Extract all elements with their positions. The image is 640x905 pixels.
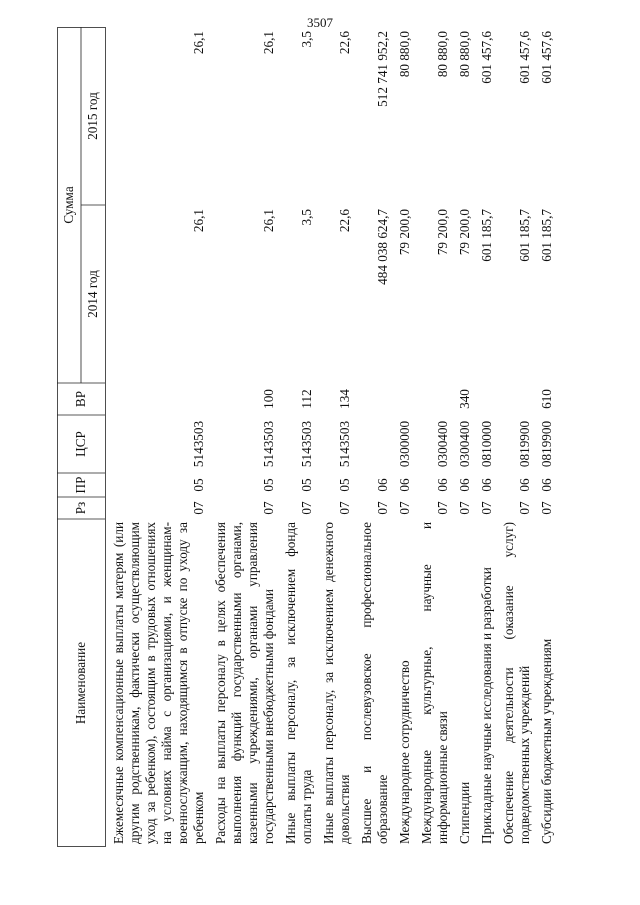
row-rz: 07 — [299, 501, 314, 515]
row-value-2014: 484 038 624,7 — [375, 209, 390, 285]
row-rz: 07 — [539, 501, 554, 515]
row-csr: 5143503 — [337, 420, 352, 468]
row-vr: 134 — [337, 389, 352, 409]
row-rz: 07 — [479, 501, 494, 515]
table-row — [539, 27, 555, 847]
row-vr: 100 — [261, 389, 276, 409]
row-name: Расходы на выплаты персоналу в целях обеспечения выполнения функций государственными органами, казенными учреждениями, органами управления государственными внебюджетными фондами — [213, 522, 276, 844]
header-2014: 2014 год — [85, 270, 100, 318]
header-pr: ПР — [73, 476, 88, 494]
row-csr: 0810000 — [479, 420, 494, 468]
row-value-2015: 601 457,6 — [517, 31, 532, 84]
row-vr — [501, 383, 533, 415]
row-vr — [359, 383, 391, 415]
row-value-2014: 601 185,7 — [517, 209, 532, 262]
row-vr — [419, 383, 451, 415]
table-row — [501, 27, 533, 847]
row-rz: 07 — [261, 501, 276, 515]
row-rz: 07 — [397, 501, 412, 515]
row-value-2015: 80 880,0 — [397, 31, 412, 78]
row-csr: 0300400 — [435, 420, 450, 468]
row-vr: 112 — [299, 389, 314, 409]
row-rz: 07 — [517, 501, 532, 515]
row-pr: 06 — [435, 478, 450, 492]
row-vr — [397, 383, 413, 415]
row-csr: 0300400 — [457, 420, 472, 468]
row-vr — [111, 383, 207, 415]
row-csr: 5143503 — [299, 420, 314, 468]
table-header — [57, 27, 105, 847]
row-csr: 5143503 — [261, 420, 276, 468]
row-value-2015: 80 880,0 — [457, 31, 472, 78]
page-number: 3507 — [307, 15, 333, 30]
row-name: Иные выплаты персоналу, за исключением фонда оплаты труда — [283, 522, 314, 844]
row-name: Международное сотрудничество — [397, 660, 412, 844]
row-name: Прикладные научные исследования и разработки — [479, 567, 494, 844]
row-value-2014: 601 185,7 — [539, 209, 554, 262]
row-value-2015: 601 457,6 — [539, 31, 554, 84]
row-csr: 0300000 — [397, 420, 412, 468]
header-name: Наименование — [73, 641, 88, 725]
row-pr: 06 — [539, 478, 554, 492]
row-pr: 06 — [375, 478, 390, 492]
table-row — [479, 27, 495, 847]
table-row — [213, 27, 277, 847]
header-rz: Рз — [73, 501, 88, 515]
budget-table — [57, 27, 555, 847]
row-value-2015: 26,1 — [191, 31, 206, 55]
row-rz: 07 — [375, 501, 390, 515]
row-csr — [359, 415, 391, 473]
row-rz: 07 — [435, 501, 450, 515]
row-value-2014: 3,5 — [299, 209, 314, 226]
table-row — [397, 27, 413, 847]
header-csr: ЦСР — [73, 431, 88, 457]
row-value-2014: 79 200,0 — [397, 209, 412, 256]
row-value-2015: 26,1 — [261, 31, 276, 55]
row-vr: 340 — [457, 389, 472, 409]
row-value-2014: 79 200,0 — [435, 209, 450, 256]
table-row — [457, 27, 473, 847]
row-value-2015: 3,5 — [299, 31, 314, 48]
row-vr: 610 — [539, 389, 554, 409]
header-sum: Сумма — [61, 186, 76, 224]
row-rz: 07 — [457, 501, 472, 515]
row-value-2015: 22,6 — [337, 31, 352, 55]
row-name: Международные культурные, научные и информационные связи — [419, 522, 450, 844]
row-pr: 06 — [517, 478, 532, 492]
row-pr: 06 — [479, 478, 494, 492]
row-value-2014: 26,1 — [191, 209, 206, 233]
table-row — [419, 27, 451, 847]
row-value-2014: 601 185,7 — [479, 209, 494, 262]
table-row — [321, 27, 353, 847]
row-value-2015: 512 741 952,2 — [375, 31, 390, 107]
rotated-budget-table-page — [57, 27, 590, 847]
row-value-2014: 22,6 — [337, 209, 352, 233]
row-vr — [479, 383, 495, 415]
header-vr: ВР — [73, 390, 88, 408]
row-name: Стипендии — [457, 781, 472, 844]
row-rz: 07 — [191, 501, 206, 515]
row-value-2014: 26,1 — [261, 209, 276, 233]
row-pr: 05 — [337, 478, 352, 492]
row-pr: 06 — [397, 478, 412, 492]
row-name: Субсидии бюджетным учреждениям — [539, 638, 554, 844]
row-name: Высшее и послевузовское профессиональное образование — [359, 522, 390, 844]
row-name: Обеспечение деятельности (оказание услуг) подведомственных учреждений — [501, 522, 532, 844]
row-pr: 05 — [191, 478, 206, 492]
row-name: Иные выплаты персоналу, за исключением денежного довольствия — [321, 522, 352, 844]
table-row — [359, 27, 391, 847]
row-value-2015: 601 457,6 — [479, 31, 494, 84]
row-rz: 07 — [337, 501, 352, 515]
row-csr: 0819900 — [517, 420, 532, 468]
row-pr: 05 — [299, 478, 314, 492]
row-pr: 05 — [261, 478, 276, 492]
header-2015: 2015 год — [85, 92, 100, 140]
table-row — [111, 27, 207, 847]
row-csr: 5143503 — [191, 420, 206, 468]
row-csr: 0819900 — [539, 420, 554, 468]
row-pr: 06 — [457, 478, 472, 492]
table-body — [105, 27, 555, 847]
row-name: Ежемесячные компенсационные выплаты матерям (или другим родственникам, фактически осуществляющим уход за ребенком), состоящим в трудовых отношениях на условиях найма с организациями, и женщинам-военнослужащим, находящимся в отпуске по уходу за ребенком — [111, 522, 206, 844]
row-value-2014: 79 200,0 — [457, 209, 472, 256]
table-row — [283, 27, 315, 847]
row-value-2015: 80 880,0 — [435, 31, 450, 78]
